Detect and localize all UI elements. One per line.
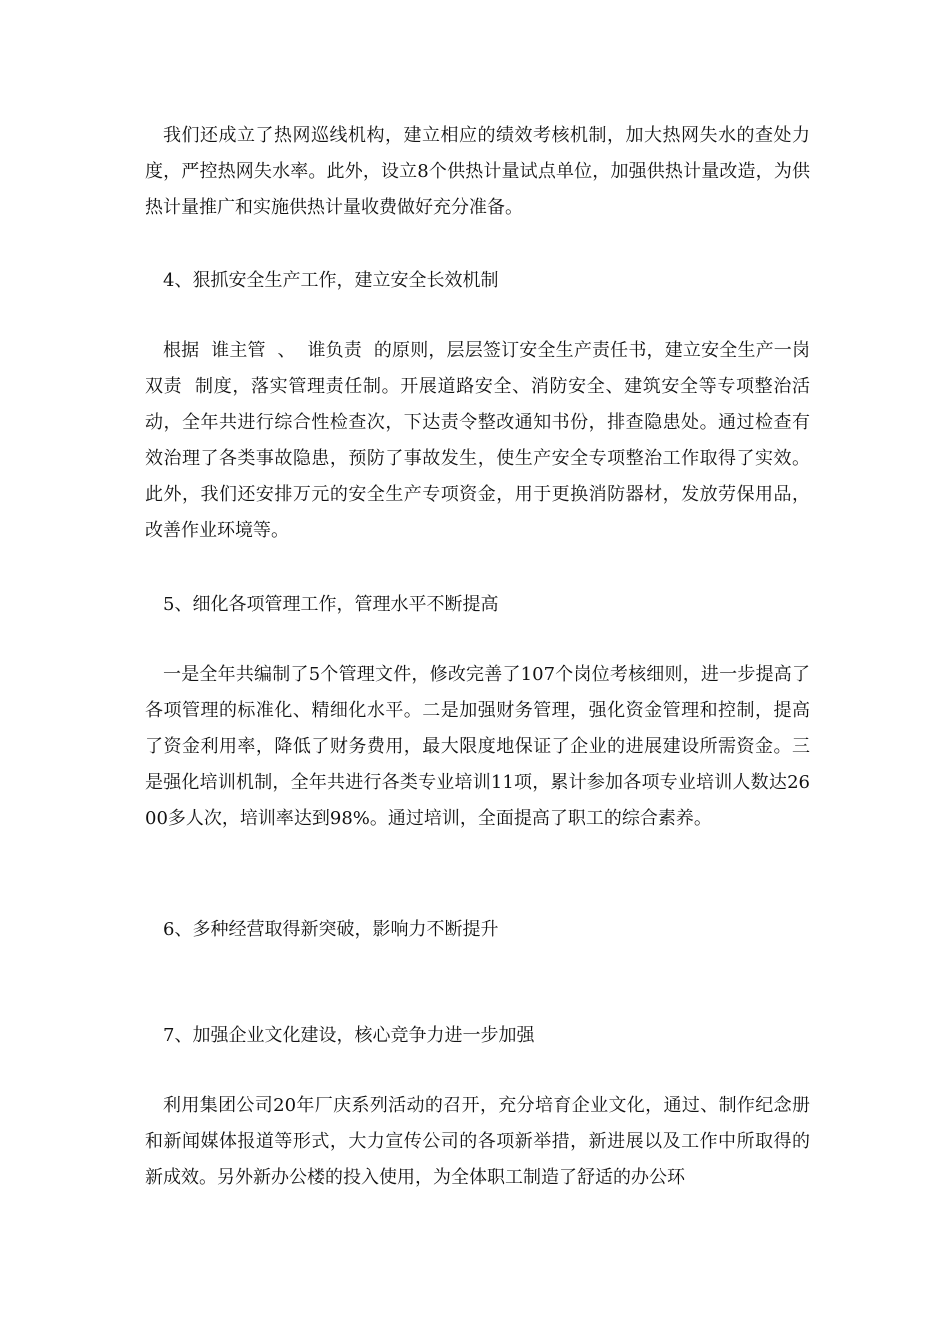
- heading-safety-production: 4、狠抓安全生产工作，建立安全长效机制: [163, 270, 499, 291]
- paragraph-management-details: 一是全年共编制了5个管理文件，修改完善了107个岗位考核细则，进一步提高了各项管理的标准化、精细化水平。二是加强财务管理，强化资金管理和控制，提高了资金利用率，降低了财务费用，最大限度地保证了企业的进展建设所需资金。三是强化培训机制，全年共进行各类专业培训11项，累计参加各项专业培训人数达2600多人次，培训率达到98%。通过培训，全面提高了职工的综合素养。: [145, 664, 810, 829]
- heading-diversified-business: 6、多种经营取得新突破，影响力不断提升: [163, 919, 499, 940]
- paragraph-safety-responsibility: 根据 谁主管 、 谁负责 的原则，层层签订安全生产责任书，建立安全生产一岗双责 制度，落实管理责任制。开展道路安全、消防安全、建筑安全等专项整治活动，全年共进行综合性检查次，下达责令整改通知书份，排查隐患处。通过检查有效治理了各类事故隐患，预防了事故发生，使生产安全专项整治工作取得了实效。此外，我们还安排万元的安全生产专项资金，用于更换消防器材，发放劳保用品，改善作业环境等。: [145, 340, 810, 541]
- heading-corporate-culture: 7、加强企业文化建设，核心竞争力进一步加强: [163, 1025, 535, 1046]
- paragraph-heat-network: 我们还成立了热网巡线机构，建立相应的绩效考核机制，加大热网失水的查处力度，严控热网失水率。此外，设立8个供热计量试点单位，加强供热计量改造，为供热计量推广和实施供热计量收费做好充分准备。: [145, 125, 810, 218]
- paragraph-corporate-culture: 利用集团公司20年厂庆系列活动的召开，充分培育企业文化，通过、制作纪念册和新闻媒体报道等形式，大力宣传公司的各项新举措，新进展以及工作中所取得的新成效。另外新办公楼的投入使用，为全体职工制造了舒适的办公环: [145, 1095, 810, 1188]
- heading-management-work: 5、细化各项管理工作，管理水平不断提高: [163, 594, 499, 615]
